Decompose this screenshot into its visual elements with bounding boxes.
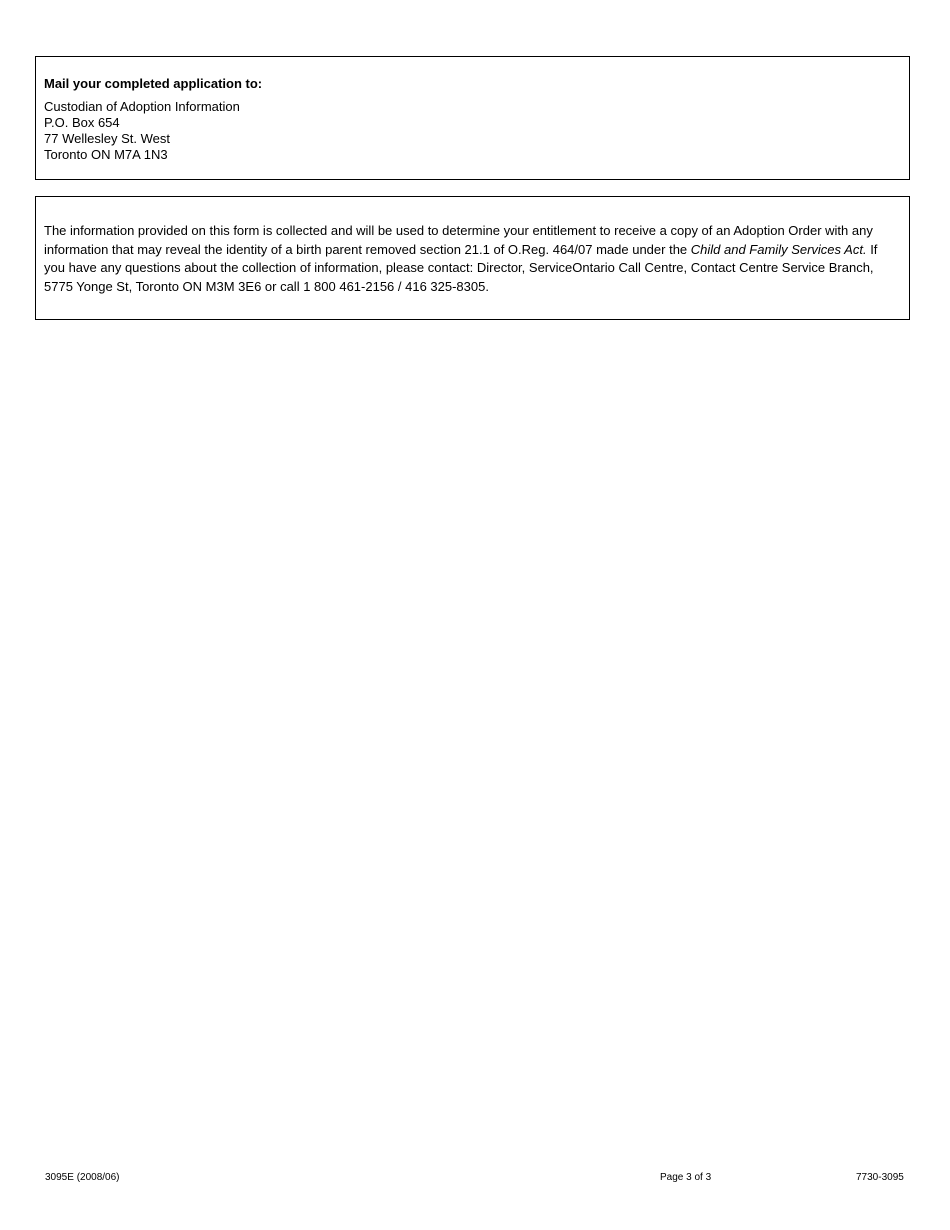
notice-text-part1: The information provided on this form is collected and will be used to determine your entitlement to receive a copy of an Adoption Order with any information that may reveal the identity of a birth parent removed section 21.1 of O.Reg. 464/07 made under the (44, 223, 873, 257)
catalog-number: 7730-3095 (856, 1172, 904, 1183)
mailing-heading: Mail your completed application to: (44, 76, 263, 91)
form-number: 3095E (2008/06) (45, 1172, 120, 1183)
address-line-recipient: Custodian of Adoption Information (44, 99, 240, 114)
act-name: Child and Family Services Act. (690, 241, 867, 257)
address-line-street: 77 Wellesley St. West (44, 131, 170, 146)
page-number: Page 3 of 3 (660, 1172, 712, 1183)
address-line-po-box: P.O. Box 654 (44, 115, 120, 130)
notice-text-part2: If you have any questions about the collection of information, please contact: Director, ServiceOntario Call Centre, Contact Centre Service Branch, 5775 Yonge St, Toronto ON M3M 3E6 or call 1 800 461-2156 / 416 325-8305. (44, 241, 878, 294)
address-line-city-postal: Toronto ON M7A 1N3 (44, 147, 168, 162)
mailing-address-section (35, 56, 910, 180)
privacy-notice-section (35, 196, 910, 320)
mailing-address (44, 99, 909, 163)
privacy-notice-text (44, 222, 901, 296)
